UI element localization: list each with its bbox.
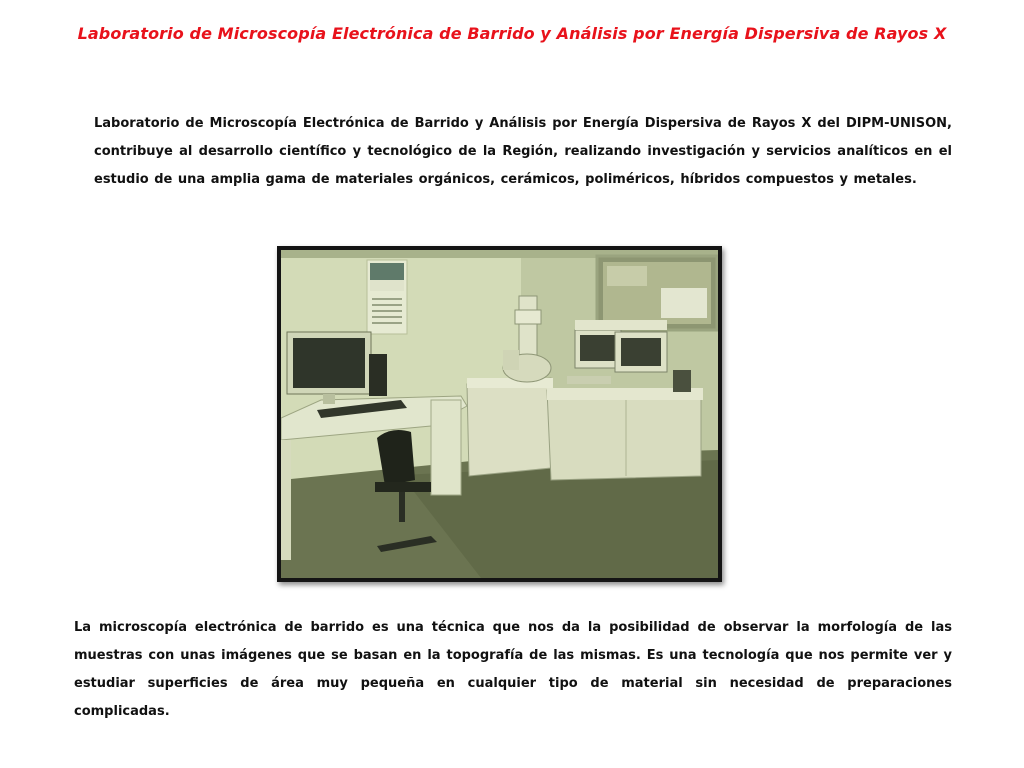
intro-paragraph: Laboratorio de Microscopía Electrónica de Barrido y Análisis por Energía Dispersiva de Rayos X del DIPM-UNISON, contribuye al desarrollo científico y tecnológico de la Región, realizando investigación y servicios analíticos en el estudio de una amplia gama de materiales orgánicos, cerámicos, poliméricos, híbridos compuestos y metales. [94,116,952,187]
description-paragraph: La microscopía electrónica de barrido es una técnica que nos da la posibilidad de observar la morfología de las muestras con unas imágenes que se basan en la topografía de las mismas. Es una tecnología que nos permite ver y estudiar superficies de área muy pequeña en cualquier tipo de material sin necesidad de preparaciones complicadas. [74,620,952,719]
page-title: Laboratorio de Microscopía Electrónica de Barrido y Análisis por Energía Dispersiva de Rayos X [77,24,947,43]
lab-photo [277,246,722,582]
